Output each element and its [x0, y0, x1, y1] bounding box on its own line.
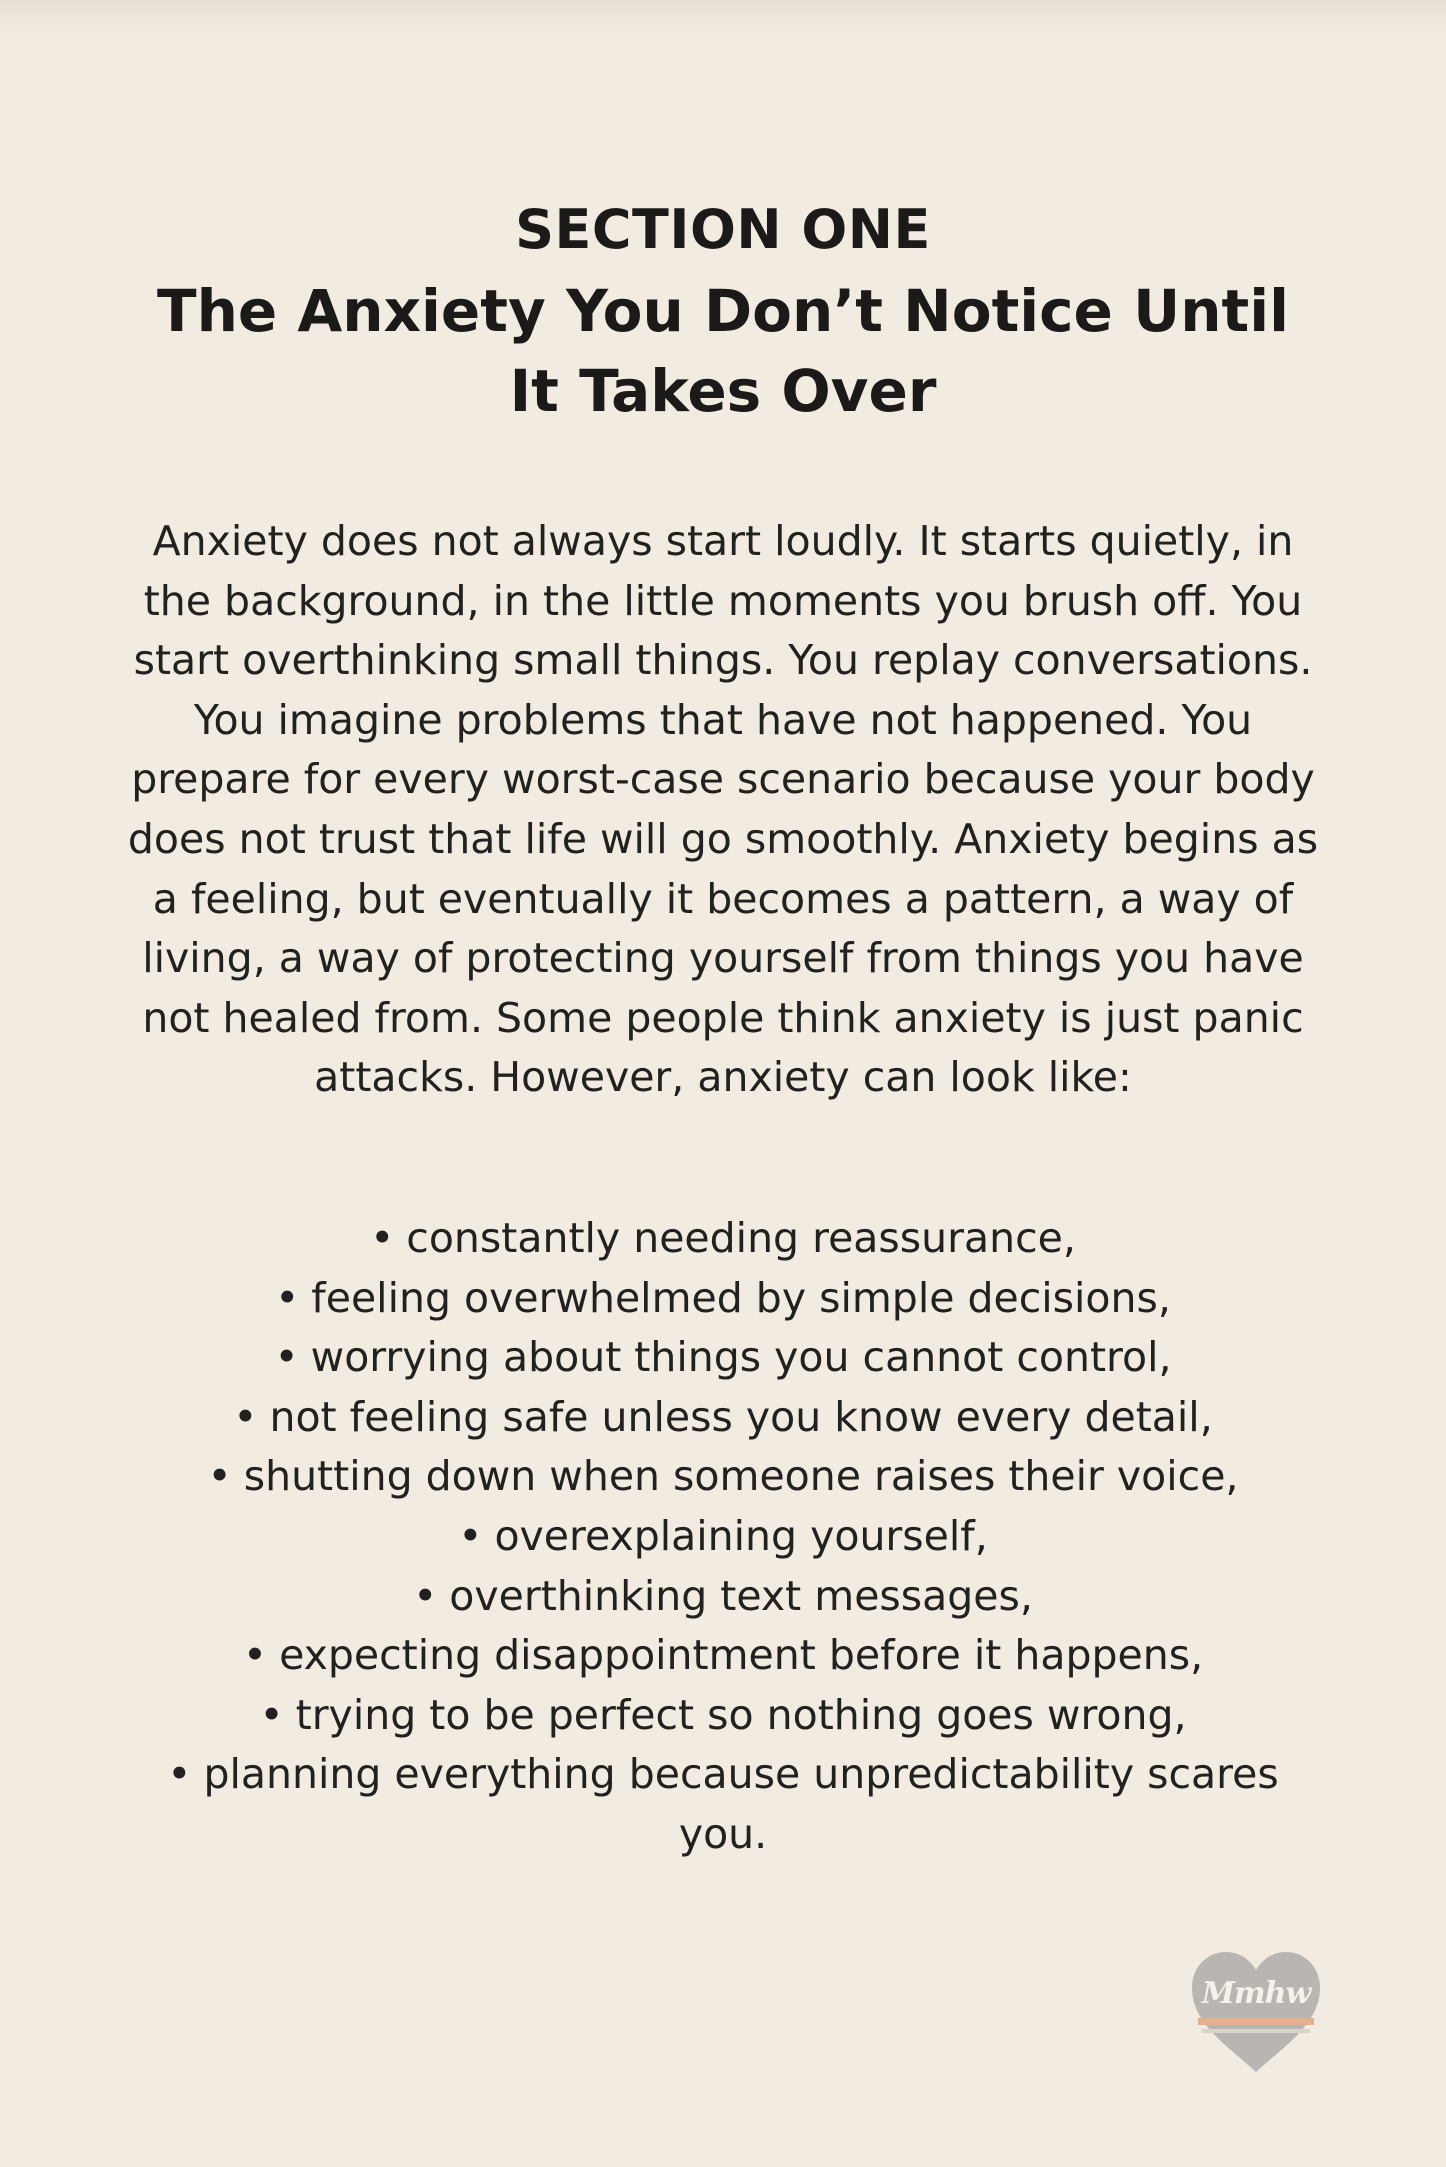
list-item-text: planning everything because unpredictability scares you. [203, 1750, 1279, 1858]
list-item-text: shutting down when someone raises their voice, [243, 1452, 1239, 1501]
bullet-list [126, 1209, 1320, 1865]
bullet-dot: • [275, 1273, 300, 1322]
list-item [126, 1328, 1320, 1388]
list-item [126, 1388, 1320, 1448]
bullet-dot: • [370, 1214, 395, 1262]
list-item-text: feeling overwhelmed by simple decisions, [311, 1273, 1171, 1322]
bullet-dot: • [167, 1750, 192, 1799]
list-item [126, 1745, 1320, 1864]
logo-text: Mmhw [1201, 1976, 1311, 2011]
bullet-dot: • [274, 1333, 299, 1382]
list-item [126, 1567, 1320, 1627]
brand-logo [1188, 1950, 1324, 2076]
bullet-dot: • [242, 1631, 268, 1680]
page-title: The Anxiety You Don’t Notice Until It Takes Over [157, 277, 1289, 425]
bullet-dot: • [207, 1452, 232, 1501]
list-item-text: trying to be perfect so nothing goes wrong, [295, 1690, 1187, 1739]
body-paragraph: Anxiety does not always start loudly. It starts quietly, in the background, in the little moments you brush off. You start overthinking small things. You replay conversations. You imagine problems that have not happened. You prepare for every worst-case scenario because your body does not trust that life will go smoothly. Anxiety begins as a feeling, but eventually it becomes a pattern, a way of living, a way of protecting yourself from things you have not healed from. Some people think anxiety is just panic attacks. However, anxiety can look like: [127, 517, 1319, 1102]
list-item [126, 1626, 1320, 1686]
bullet-dot: • [233, 1392, 258, 1441]
heart-logo-icon [1188, 1950, 1324, 2076]
list-item [126, 1209, 1320, 1269]
bullet-dot: • [413, 1571, 438, 1620]
list-item [126, 1447, 1320, 1507]
list-item [126, 1269, 1320, 1329]
section-label: SECTION ONE [515, 198, 931, 261]
list-item-text: worrying about things you cannot control, [310, 1333, 1172, 1382]
list-item [126, 1507, 1320, 1567]
list-item-text: expecting disappointment before it happens, [279, 1631, 1204, 1680]
list-item-text: overthinking text messages, [449, 1571, 1033, 1620]
list-item-text: overexplaining yourself, [494, 1511, 988, 1560]
bullet-dot: • [458, 1511, 483, 1560]
list-item-text: not feeling safe unless you know every detail, [269, 1392, 1213, 1441]
bullet-dot: • [259, 1690, 284, 1739]
list-item-text: constantly needing reassurance, [406, 1214, 1076, 1262]
list-item [126, 1686, 1320, 1746]
